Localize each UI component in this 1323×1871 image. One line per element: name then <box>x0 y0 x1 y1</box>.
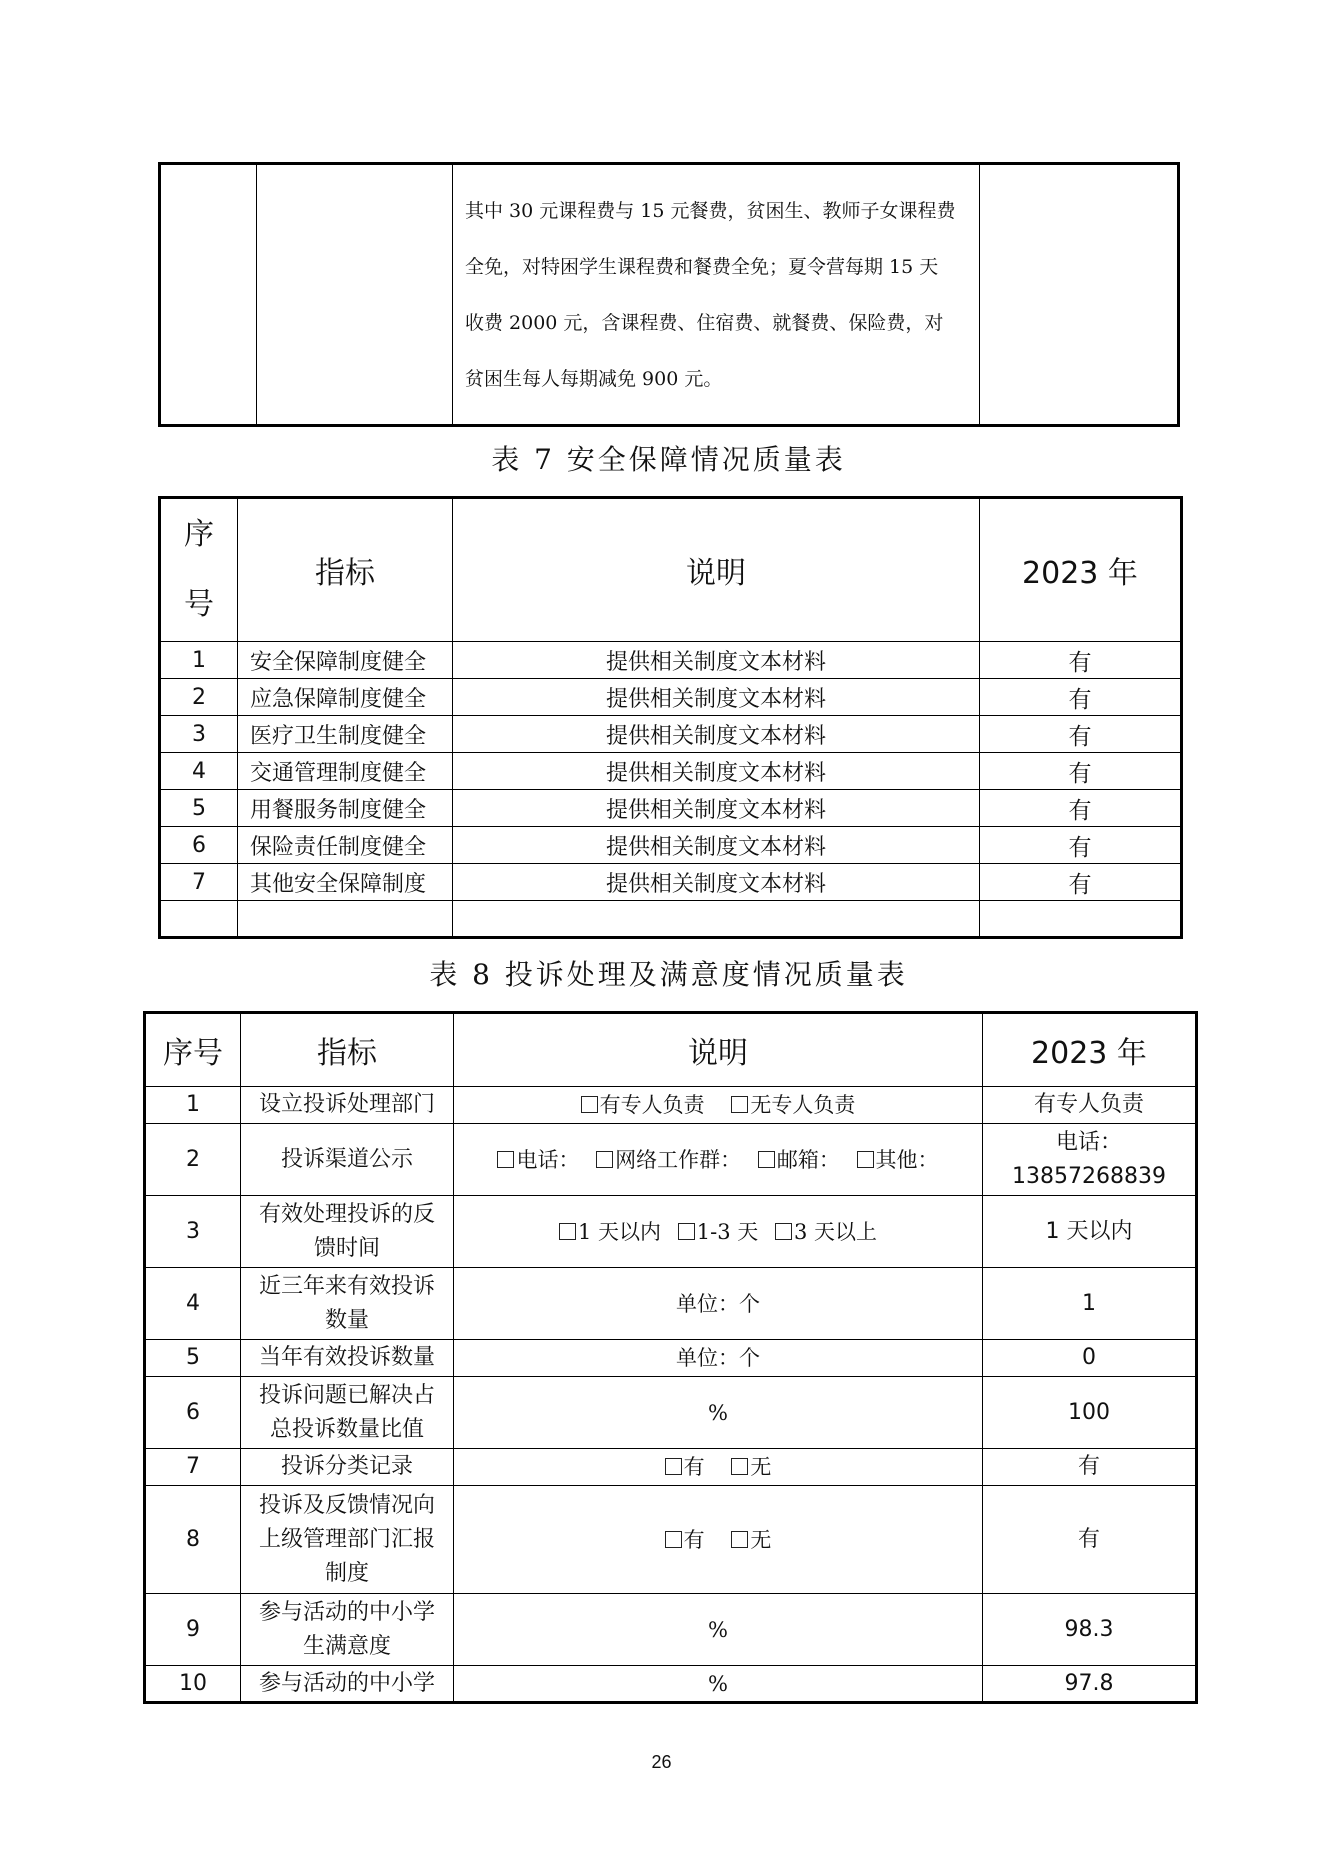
value-cell: 1 天以内 <box>983 1196 1197 1268</box>
note-line: 收费 2000 元，含课程费、住宿费、就餐费、保险费，对 <box>465 312 944 334</box>
table-row <box>160 642 1182 679</box>
indicator-cell: 当年有效投诉数量 <box>241 1340 454 1377</box>
value-cell: 有 <box>980 790 1182 827</box>
description-cell: 提供相关制度文本材料 <box>453 790 980 827</box>
value-cell: 有 <box>980 827 1182 864</box>
checkbox-icon <box>758 1151 775 1168</box>
indicator-line: 总投诉数量比值 <box>269 1416 424 1442</box>
checkbox-icon <box>497 1151 514 1168</box>
seq-cell: 7 <box>160 864 238 901</box>
continuation-row <box>160 164 1179 426</box>
option-label: 有 <box>683 1527 705 1552</box>
indicator-cell: 投诉渠道公示 <box>241 1124 454 1196</box>
table8-header-description: 说明 <box>454 1013 983 1087</box>
table-row <box>160 864 1182 901</box>
seq-cell: 4 <box>145 1268 241 1340</box>
note-line: 全免，对特困学生课程费和餐费全免；夏令营每期 15 天 <box>465 256 939 278</box>
indicator-line: 投诉问题已解决占 <box>258 1382 435 1408</box>
seq-cell: 3 <box>145 1196 241 1268</box>
checkbox-icon <box>665 1531 682 1548</box>
indicator-cell: 投诉分类记录 <box>241 1449 454 1486</box>
table8-caption: 表 8 投诉处理及满意度情况质量表 <box>429 958 908 991</box>
value-cell: 1 <box>983 1268 1197 1340</box>
option-label: 无 <box>750 1527 772 1552</box>
option-label: 有专人负责 <box>599 1093 705 1117</box>
option-label: 1 天以内 <box>578 1219 662 1244</box>
value-line: 13857268839 <box>1012 1163 1166 1189</box>
checkbox-icon <box>678 1223 695 1240</box>
options-cell <box>454 1486 983 1594</box>
page-number: 26 <box>651 1752 672 1772</box>
indicator-cell: 参与活动的中小学 <box>241 1666 454 1703</box>
options-cell <box>454 1087 983 1124</box>
table-row <box>145 1087 1197 1124</box>
checkbox-icon <box>665 1458 682 1475</box>
description-cell: 提供相关制度文本材料 <box>453 642 980 679</box>
checkbox-option <box>497 1143 579 1177</box>
table-row <box>160 679 1182 716</box>
option-label: 3 天以上 <box>793 1219 877 1244</box>
table7-header-seq <box>160 498 238 642</box>
option-label: 无专人负责 <box>750 1093 856 1117</box>
value-line: 电话： <box>1055 1129 1122 1155</box>
seq-cell: 6 <box>160 827 238 864</box>
checkbox-icon <box>775 1223 792 1240</box>
table8-header-seq: 序号 <box>145 1013 241 1087</box>
value-cell: 有 <box>980 753 1182 790</box>
checkbox-icon <box>731 1096 748 1113</box>
table-row <box>160 827 1182 864</box>
value-cell: 0 <box>983 1340 1197 1377</box>
indicator-cell <box>241 1268 454 1340</box>
value-cell: 有 <box>980 716 1182 753</box>
value-cell: 98.3 <box>983 1594 1197 1666</box>
checkbox-icon <box>581 1096 598 1113</box>
value-cell: 97.8 <box>983 1666 1197 1703</box>
options-cell <box>454 1449 983 1486</box>
indicator-line: 参与活动的中小学 <box>258 1599 435 1625</box>
value-cell: 有 <box>980 679 1182 716</box>
continuation-seq-cell <box>160 164 257 426</box>
indicator-cell <box>241 1196 454 1268</box>
table8 <box>143 1011 1198 1704</box>
seq-cell: 2 <box>160 679 238 716</box>
table-row <box>145 1340 1197 1377</box>
seq-cell: 7 <box>145 1449 241 1486</box>
header-seq-line: 序 <box>184 517 214 552</box>
description-cell: 提供相关制度文本材料 <box>453 753 980 790</box>
description-cell: 单位：个 <box>454 1340 983 1377</box>
checkbox-option <box>731 1450 771 1484</box>
table-row <box>145 1449 1197 1486</box>
table7-header-row <box>160 498 1182 642</box>
seq-cell <box>160 901 238 938</box>
description-cell: 提供相关制度文本材料 <box>453 827 980 864</box>
option-label: 网络工作群： <box>615 1147 742 1172</box>
table8-header-row <box>145 1013 1197 1087</box>
indicator-line: 制度 <box>324 1560 369 1586</box>
checkbox-option <box>581 1088 705 1122</box>
continuation-note-cell <box>453 164 980 426</box>
table-row <box>160 716 1182 753</box>
value-cell: 有专人负责 <box>983 1087 1197 1124</box>
continuation-table <box>158 162 1180 427</box>
seq-cell: 10 <box>145 1666 241 1703</box>
seq-cell: 4 <box>160 753 238 790</box>
checkbox-option <box>665 1523 705 1557</box>
table-row-empty <box>160 901 1182 938</box>
note-line: 其中 30 元课程费与 15 元餐费，贫困生、教师子女课程费 <box>465 200 956 222</box>
checkbox-option <box>775 1215 877 1249</box>
indicator-cell: 安全保障制度健全 <box>238 642 453 679</box>
description-cell: 提供相关制度文本材料 <box>453 864 980 901</box>
option-label: 电话： <box>516 1147 580 1172</box>
table7-header-indicator: 指标 <box>238 498 453 642</box>
indicator-line: 生满意度 <box>302 1633 391 1659</box>
checkbox-option <box>731 1088 855 1122</box>
value-cell: 有 <box>980 642 1182 679</box>
checkbox-option <box>857 1143 939 1177</box>
seq-cell: 1 <box>145 1087 241 1124</box>
checkbox-option <box>596 1143 741 1177</box>
value-cell <box>980 901 1182 938</box>
header-seq-line: 号 <box>184 587 214 622</box>
value-cell: 有 <box>983 1486 1197 1594</box>
description-cell: 提供相关制度文本材料 <box>453 679 980 716</box>
table-row <box>160 790 1182 827</box>
checkbox-icon <box>731 1458 748 1475</box>
checkbox-icon <box>857 1151 874 1168</box>
description-cell: % <box>454 1377 983 1449</box>
indicator-cell: 设立投诉处理部门 <box>241 1087 454 1124</box>
indicator-cell <box>241 1594 454 1666</box>
checkbox-option <box>678 1215 759 1249</box>
indicator-line: 数量 <box>324 1307 369 1333</box>
indicator-cell: 其他安全保障制度 <box>238 864 453 901</box>
indicator-line: 近三年来有效投诉 <box>258 1273 435 1299</box>
value-cell: 有 <box>980 864 1182 901</box>
indicator-cell <box>238 901 453 938</box>
indicator-cell: 用餐服务制度健全 <box>238 790 453 827</box>
indicator-cell: 应急保障制度健全 <box>238 679 453 716</box>
option-label: 邮箱： <box>776 1147 840 1172</box>
indicator-line: 馈时间 <box>313 1235 380 1261</box>
continuation-value-cell <box>980 164 1179 426</box>
seq-cell: 5 <box>145 1340 241 1377</box>
table-row <box>145 1196 1197 1268</box>
note-line: 贫困生每人每期减免 900 元。 <box>465 368 723 390</box>
table-row <box>145 1666 1197 1703</box>
indicator-line: 上级管理部门汇报 <box>258 1526 435 1552</box>
indicator-cell: 保险责任制度健全 <box>238 827 453 864</box>
description-cell <box>453 901 980 938</box>
seq-cell: 3 <box>160 716 238 753</box>
value-cell: 有 <box>983 1449 1197 1486</box>
checkbox-option <box>559 1215 661 1249</box>
seq-cell: 9 <box>145 1594 241 1666</box>
description-cell: % <box>454 1594 983 1666</box>
table7-caption: 表 7 安全保障情况质量表 <box>491 443 846 476</box>
option-label: 1-3 天 <box>696 1219 759 1244</box>
options-cell <box>454 1124 983 1196</box>
seq-cell: 1 <box>160 642 238 679</box>
checkbox-icon <box>731 1531 748 1548</box>
checkbox-option <box>758 1143 840 1177</box>
table-row <box>145 1377 1197 1449</box>
indicator-cell <box>241 1486 454 1594</box>
option-label: 其他： <box>875 1147 939 1172</box>
table7-header-year: 2023 年 <box>980 498 1182 642</box>
indicator-cell: 医疗卫生制度健全 <box>238 716 453 753</box>
indicator-cell <box>241 1377 454 1449</box>
table-row <box>145 1124 1197 1196</box>
table-row <box>145 1486 1197 1594</box>
seq-cell: 8 <box>145 1486 241 1594</box>
table7-header-description: 说明 <box>453 498 980 642</box>
indicator-cell: 交通管理制度健全 <box>238 753 453 790</box>
table8-header-indicator: 指标 <box>241 1013 454 1087</box>
seq-cell: 5 <box>160 790 238 827</box>
description-cell: 提供相关制度文本材料 <box>453 716 980 753</box>
checkbox-icon <box>559 1223 576 1240</box>
checkbox-option <box>665 1450 705 1484</box>
checkbox-option <box>731 1523 771 1557</box>
table-row <box>160 753 1182 790</box>
table8-header-year: 2023 年 <box>983 1013 1197 1087</box>
value-cell: 100 <box>983 1377 1197 1449</box>
table-row <box>145 1594 1197 1666</box>
option-label: 有 <box>683 1455 705 1479</box>
option-label: 无 <box>750 1455 772 1479</box>
seq-cell: 6 <box>145 1377 241 1449</box>
checkbox-icon <box>596 1151 613 1168</box>
indicator-line: 有效处理投诉的反 <box>258 1201 435 1227</box>
seq-cell: 2 <box>145 1124 241 1196</box>
indicator-line: 投诉及反馈情况向 <box>258 1492 435 1518</box>
description-cell: 单位：个 <box>454 1268 983 1340</box>
value-cell <box>983 1124 1197 1196</box>
continuation-indicator-cell <box>257 164 453 426</box>
description-cell: % <box>454 1666 983 1703</box>
options-cell <box>454 1196 983 1268</box>
table7 <box>158 496 1183 939</box>
table-row <box>145 1268 1197 1340</box>
